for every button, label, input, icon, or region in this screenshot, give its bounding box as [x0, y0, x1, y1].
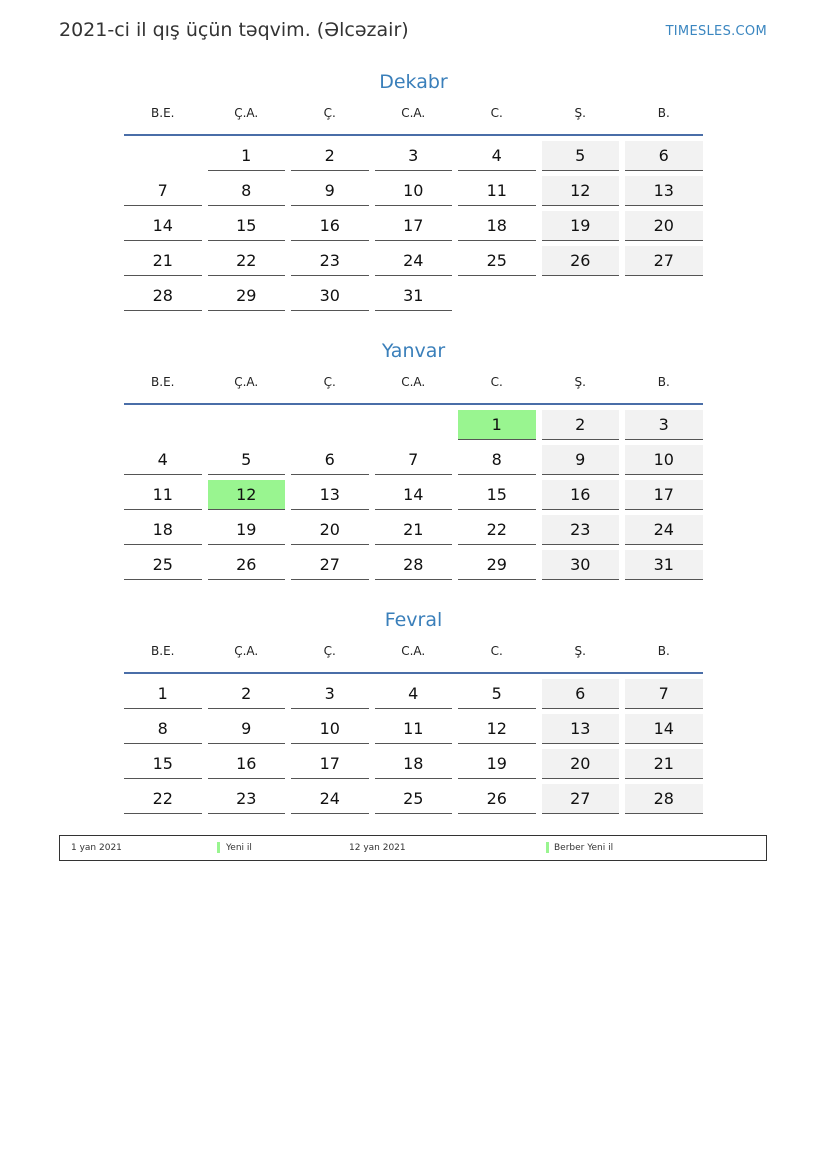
- day-cell: 7: [124, 176, 202, 206]
- weekday-label: Ç.: [323, 106, 336, 120]
- day-cell: 26: [208, 550, 286, 580]
- weekday-label: Ç.A.: [234, 644, 259, 658]
- day-cell: 6: [625, 141, 703, 171]
- holiday-legend: [59, 835, 767, 861]
- day-cell: 20: [625, 211, 703, 241]
- empty-day-cell: [208, 410, 286, 440]
- day-cell: 11: [375, 714, 453, 744]
- day-cell: 20: [542, 749, 620, 779]
- day-cell: 11: [124, 480, 202, 510]
- empty-day-cell: [375, 410, 453, 440]
- days-grid: [124, 679, 703, 814]
- day-cell: 11: [458, 176, 536, 206]
- day-cell: 22: [124, 784, 202, 814]
- day-cell: 4: [458, 141, 536, 171]
- day-cell: 19: [542, 211, 620, 241]
- day-cell: 18: [124, 515, 202, 545]
- day-cell: 15: [124, 749, 202, 779]
- weekday-label: Ç.: [323, 375, 336, 389]
- day-cell: 23: [542, 515, 620, 545]
- day-cell: 21: [124, 246, 202, 276]
- month-title: Fevral: [384, 609, 443, 631]
- day-cell: 5: [208, 445, 286, 475]
- day-cell: 29: [208, 281, 286, 311]
- day-cell: 16: [208, 749, 286, 779]
- month-fevral: [124, 606, 703, 814]
- legend-date: 12 yan 2021: [349, 843, 406, 853]
- page-title: 2021-ci il qış üçün təqvim. (Əlcəzair): [59, 19, 409, 41]
- weekday-label: C.: [490, 644, 503, 658]
- weekday-label: B.E.: [151, 644, 175, 658]
- month-dekabr: [124, 68, 703, 311]
- empty-day-cell: [291, 410, 369, 440]
- day-cell: 14: [375, 480, 453, 510]
- day-cell: 12: [458, 714, 536, 744]
- weekday-label: Ş.: [574, 106, 586, 120]
- weekday-label: B.E.: [151, 375, 175, 389]
- day-cell: 7: [375, 445, 453, 475]
- day-cell: 21: [625, 749, 703, 779]
- day-cell: 25: [458, 246, 536, 276]
- day-cell: 8: [458, 445, 536, 475]
- day-cell: 27: [625, 246, 703, 276]
- day-cell: 22: [208, 246, 286, 276]
- day-cell: 19: [458, 749, 536, 779]
- day-cell: 24: [291, 784, 369, 814]
- empty-day-cell: [542, 281, 620, 311]
- weekday-label: B.: [657, 644, 670, 658]
- weekday-label: B.: [657, 375, 670, 389]
- day-cell: 25: [124, 550, 202, 580]
- day-cell: 12: [542, 176, 620, 206]
- day-cell: 5: [542, 141, 620, 171]
- day-cell: 22: [458, 515, 536, 545]
- day-cell: 14: [124, 211, 202, 241]
- empty-day-cell: [458, 281, 536, 311]
- weekday-label: C.A.: [401, 644, 426, 658]
- day-cell: 27: [542, 784, 620, 814]
- month-title: Dekabr: [379, 71, 448, 93]
- day-cell: 16: [542, 480, 620, 510]
- day-cell: 28: [625, 784, 703, 814]
- day-cell: 14: [625, 714, 703, 744]
- days-grid: [124, 141, 703, 311]
- day-cell: 18: [458, 211, 536, 241]
- weekday-header: [124, 365, 703, 405]
- day-cell: 4: [375, 679, 453, 709]
- day-cell: 30: [291, 281, 369, 311]
- weekday-label: Ş.: [574, 375, 586, 389]
- weekday-label: C.A.: [401, 375, 426, 389]
- day-cell: 2: [291, 141, 369, 171]
- day-cell: 18: [375, 749, 453, 779]
- empty-day-cell: [625, 281, 703, 311]
- day-cell: 8: [208, 176, 286, 206]
- day-cell: 1: [208, 141, 286, 171]
- legend-name: Berber Yeni il: [554, 843, 614, 853]
- legend-name: Yeni il: [226, 843, 252, 853]
- day-cell: 1: [124, 679, 202, 709]
- day-cell: 5: [458, 679, 536, 709]
- weekday-label: Ç.A.: [234, 106, 259, 120]
- day-cell: 28: [124, 281, 202, 311]
- month-title: Yanvar: [381, 340, 446, 362]
- month-yanvar: [124, 337, 703, 580]
- days-grid: [124, 410, 703, 580]
- day-cell: 4: [124, 445, 202, 475]
- day-cell: 17: [291, 749, 369, 779]
- day-cell: 7: [625, 679, 703, 709]
- day-cell: 29: [458, 550, 536, 580]
- day-cell: 24: [375, 246, 453, 276]
- empty-day-cell: [124, 410, 202, 440]
- day-cell: 20: [291, 515, 369, 545]
- weekday-label: B.E.: [151, 106, 175, 120]
- legend-date: 1 yan 2021: [71, 843, 122, 853]
- day-cell: 3: [375, 141, 453, 171]
- weekday-label: C.A.: [401, 106, 426, 120]
- day-cell: 31: [375, 281, 453, 311]
- day-cell: 23: [291, 246, 369, 276]
- day-cell: 27: [291, 550, 369, 580]
- day-cell: 6: [542, 679, 620, 709]
- day-cell: 25: [375, 784, 453, 814]
- day-cell: 16: [291, 211, 369, 241]
- weekday-label: B.: [657, 106, 670, 120]
- day-cell: 2: [542, 410, 620, 440]
- day-cell: 17: [625, 480, 703, 510]
- day-cell: 8: [124, 714, 202, 744]
- day-cell: 21: [375, 515, 453, 545]
- day-cell: 23: [208, 784, 286, 814]
- day-cell: 24: [625, 515, 703, 545]
- weekday-header: [124, 96, 703, 136]
- weekday-label: Ç.: [323, 644, 336, 658]
- day-cell: 9: [291, 176, 369, 206]
- day-cell: 31: [625, 550, 703, 580]
- day-cell: 26: [542, 246, 620, 276]
- day-cell: 9: [208, 714, 286, 744]
- day-cell: 3: [291, 679, 369, 709]
- holiday-day-cell: 1: [458, 410, 536, 440]
- weekday-label: Ç.A.: [234, 375, 259, 389]
- day-cell: 3: [625, 410, 703, 440]
- day-cell: 30: [542, 550, 620, 580]
- day-cell: 13: [291, 480, 369, 510]
- site-link[interactable]: TIMESLES.COM: [665, 24, 767, 39]
- day-cell: 15: [458, 480, 536, 510]
- day-cell: 15: [208, 211, 286, 241]
- weekday-label: Ş.: [574, 644, 586, 658]
- day-cell: 28: [375, 550, 453, 580]
- day-cell: 13: [542, 714, 620, 744]
- legend-color-swatch: [217, 842, 220, 853]
- day-cell: 10: [625, 445, 703, 475]
- weekday-header: [124, 634, 703, 674]
- holiday-day-cell: 12: [208, 480, 286, 510]
- day-cell: 13: [625, 176, 703, 206]
- empty-day-cell: [124, 141, 202, 171]
- legend-color-swatch: [546, 842, 549, 853]
- day-cell: 9: [542, 445, 620, 475]
- day-cell: 19: [208, 515, 286, 545]
- day-cell: 26: [458, 784, 536, 814]
- day-cell: 17: [375, 211, 453, 241]
- weekday-label: C.: [490, 375, 503, 389]
- day-cell: 2: [208, 679, 286, 709]
- day-cell: 10: [291, 714, 369, 744]
- day-cell: 10: [375, 176, 453, 206]
- weekday-label: C.: [490, 106, 503, 120]
- day-cell: 6: [291, 445, 369, 475]
